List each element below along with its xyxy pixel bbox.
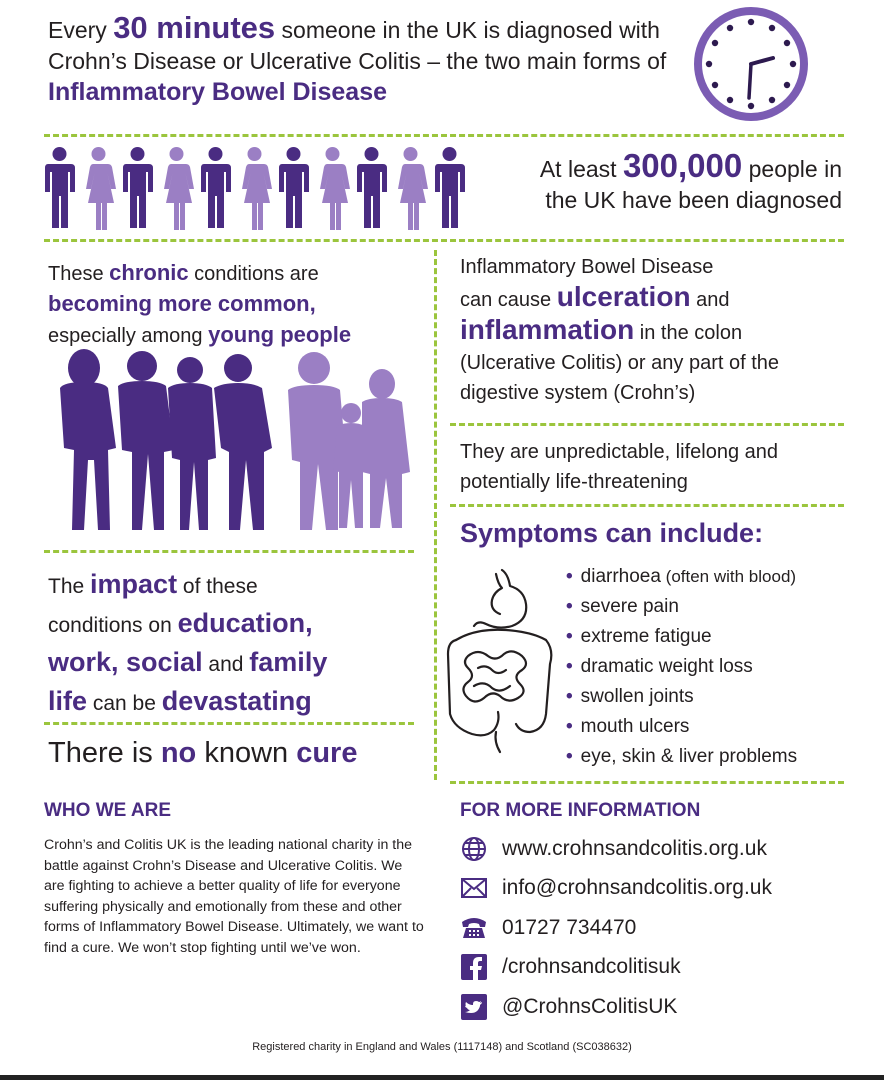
cure-t1: There is — [48, 737, 161, 769]
symptom-item — [566, 742, 856, 772]
impact-em2: education, — [177, 608, 313, 638]
email-link[interactable] — [460, 873, 860, 903]
website-link[interactable] — [460, 834, 860, 864]
divider — [44, 722, 414, 725]
symptom-note: (often with blood) — [660, 567, 797, 586]
who-we-are-body: Crohn’s and Colitis UK is the leading national charity in the battle against Crohn’s Disease and Ulcerative Colitis. We are fighting to achieve a better quality of life for everyone suffering physically and emotionally from these and other forms of Inflammatory Bowel Disease. Ultimately, we want to find a cure. We won’t stop fighting until we’ve won. — [44, 837, 424, 956]
symptom-item — [566, 562, 856, 592]
impact-em1: impact — [90, 569, 178, 599]
cure-em1: no — [160, 737, 197, 769]
digestive-system-icon — [444, 566, 554, 756]
phone-link[interactable] — [460, 913, 860, 943]
symptom-label: dramatic weight loss — [580, 656, 753, 677]
impact-em3: work, social — [48, 647, 203, 677]
facebook-icon — [460, 953, 488, 981]
chronic-em2: becoming more common, — [48, 291, 316, 316]
twitter-icon — [460, 993, 488, 1021]
intro-ibd: Inflammatory Bowel Disease — [48, 78, 388, 106]
impact-t2: of these — [177, 575, 258, 598]
divider — [44, 134, 844, 137]
phone-text: 01727 734470 — [502, 916, 637, 939]
symptoms-list — [566, 562, 856, 772]
website-text: www.crohnsandcolitis.org.uk — [502, 837, 767, 860]
impact-em5: life — [48, 686, 88, 716]
ibd-line3b: in the colon — [634, 322, 743, 344]
chronic-text — [48, 258, 428, 351]
impact-t4: and — [202, 653, 250, 676]
more-info-heading: FOR MORE INFORMATION — [460, 800, 701, 821]
email-text: info@crohnsandcolitis.org.uk — [502, 876, 772, 899]
twitter-link[interactable] — [460, 992, 860, 1022]
diagnosed-number: 300,000 — [622, 147, 743, 184]
symptom-item — [566, 712, 856, 742]
intro-text — [48, 12, 688, 108]
ibd-line4: (Ulcerative Colitis) or any part of the — [460, 352, 780, 374]
symptom-item — [566, 652, 856, 682]
ibd-line5: digestive system (Crohn’s) — [460, 382, 696, 404]
symptom-label: mouth ulcers — [580, 716, 690, 737]
chronic-em3: young people — [208, 322, 352, 347]
woman-icon — [393, 146, 428, 230]
people-icon-row — [42, 146, 472, 232]
divider — [450, 504, 844, 507]
impact-em4: family — [249, 647, 328, 677]
envelope-icon — [460, 874, 488, 902]
twitter-text: @CrohnsColitisUK — [502, 995, 678, 1018]
chronic-em1: chronic — [109, 260, 189, 285]
facebook-link[interactable] — [460, 952, 860, 982]
impact-t5: can be — [87, 692, 162, 715]
bullet-icon: • — [566, 656, 573, 677]
telephone-icon — [460, 914, 488, 942]
symptom-label: eye, skin & liver problems — [580, 746, 798, 767]
man-icon — [198, 146, 233, 230]
chronic-t3: especially among — [48, 325, 209, 347]
symptom-label: swollen joints — [580, 686, 694, 707]
intro-mid: someone in the UK is diagnosed with Crohn’s Disease or Ulcerative Colitis – the two main forms of — [48, 17, 667, 74]
intro-highlight: 30 minutes — [113, 10, 276, 45]
globe-icon — [460, 835, 488, 863]
bullet-icon: • — [566, 746, 573, 767]
impact-em6: devastating — [161, 686, 312, 716]
who-we-are-heading: WHO WE ARE — [44, 800, 172, 821]
column-divider — [434, 250, 437, 780]
ibd-line1: Inflammatory Bowel Disease — [460, 256, 714, 278]
divider — [450, 781, 844, 784]
diagnosed-pre: At least — [539, 156, 623, 182]
cure-t2: known — [196, 737, 297, 769]
registration-text: Registered charity in England and Wales (1117148) and Scotland (SC038632) — [252, 1041, 632, 1053]
chronic-t2: conditions are — [188, 263, 319, 285]
man-icon — [276, 146, 311, 230]
symptom-item — [566, 592, 856, 622]
clock-icon — [693, 6, 809, 122]
man-icon — [42, 146, 77, 230]
bullet-icon: • — [566, 716, 573, 737]
ibd-info — [460, 252, 850, 408]
ibd-line2a: can cause — [460, 289, 557, 311]
ibd-inflammation: inflammation — [460, 314, 635, 345]
people-silhouettes-image — [42, 348, 422, 538]
bullet-icon: • — [566, 686, 573, 707]
impact-t1: The — [48, 575, 91, 598]
diagnosed-post2: the UK have been diagnosed — [545, 187, 842, 213]
intro-pre: Every — [48, 17, 114, 43]
woman-icon — [315, 146, 350, 230]
impact-text — [48, 566, 428, 722]
man-icon — [432, 146, 467, 230]
bullet-icon: • — [566, 626, 573, 647]
divider — [44, 550, 414, 553]
bottom-border — [0, 1075, 884, 1080]
bullet-icon: • — [566, 566, 573, 587]
man-icon — [120, 146, 155, 230]
woman-icon — [237, 146, 272, 230]
cure-em2: cure — [296, 737, 358, 769]
divider — [450, 423, 844, 426]
symptoms-title: Symptoms can include: — [460, 518, 764, 548]
symptom-label: diarrhoea — [580, 566, 661, 587]
cure-text — [48, 735, 428, 771]
impact-t3: conditions on — [48, 614, 178, 637]
bullet-icon: • — [566, 596, 573, 617]
diagnosed-post1: people in — [742, 156, 842, 182]
divider — [44, 239, 844, 242]
symptom-item — [566, 622, 856, 652]
chronic-t1: These — [48, 263, 110, 285]
unpredictable-text: They are unpredictable, lifelong and potentially life-threatening — [460, 441, 778, 493]
diagnosed-stat — [496, 147, 842, 216]
ibd-line2b: and — [690, 289, 730, 311]
woman-icon — [159, 146, 194, 230]
man-icon — [354, 146, 389, 230]
ibd-ulceration: ulceration — [556, 281, 691, 312]
symptom-item — [566, 682, 856, 712]
symptom-label: extreme fatigue — [580, 626, 712, 647]
woman-icon — [81, 146, 116, 230]
facebook-text: /crohnsandcolitisuk — [502, 955, 681, 978]
symptom-label: severe pain — [580, 596, 679, 617]
